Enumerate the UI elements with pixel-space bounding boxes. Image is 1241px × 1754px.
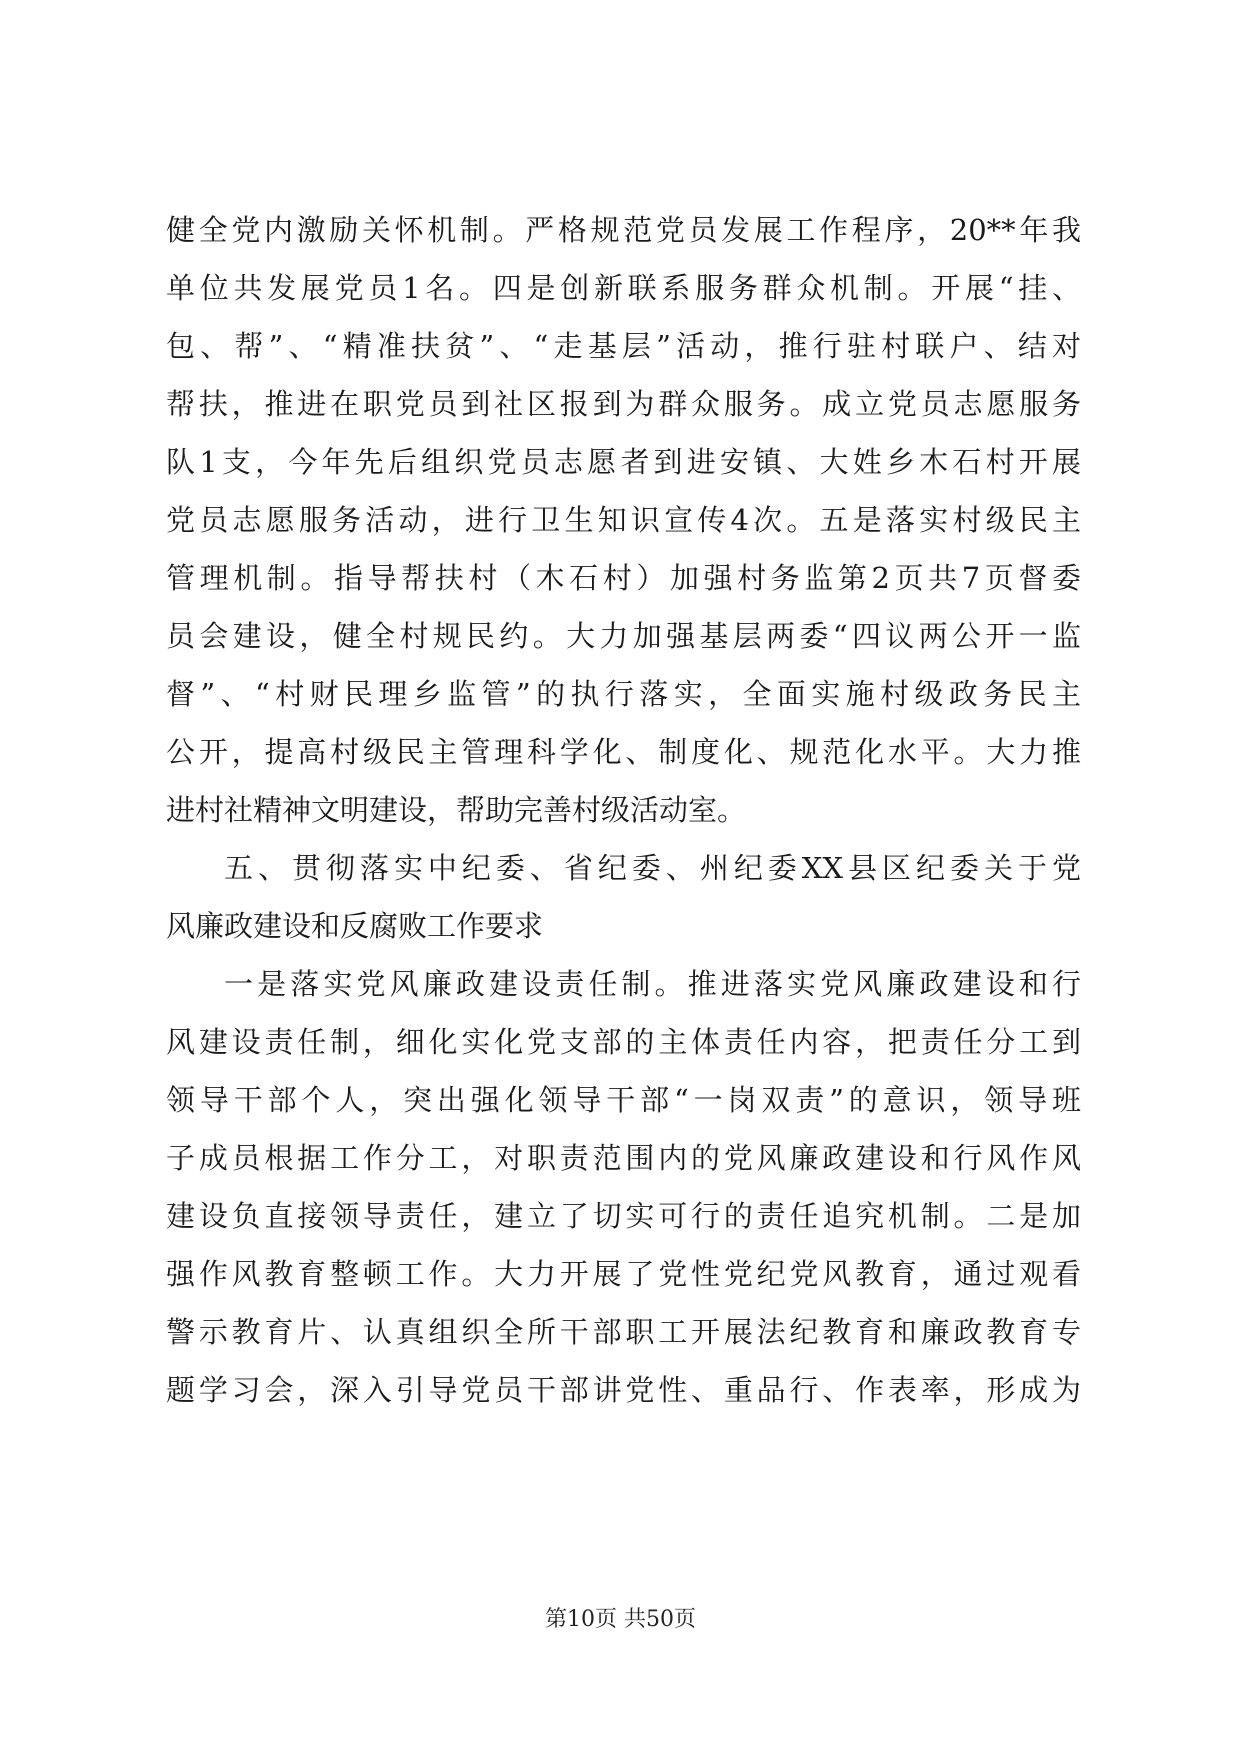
body-text-line: 管理机制。指导帮扶村（木石村）加强村务监第2页共7页督委 — [166, 561, 1081, 595]
body-text-line: 包、帮”、“精准扶贫”、“走基层”活动，推行驻村联户、结对 — [166, 329, 1081, 363]
body-text-line: 党员志愿服务活动，进行卫生知识宣传4次。五是落实村级民主 — [166, 503, 1081, 537]
body-text-line: 题学习会，深入引导党员干部讲党性、重品行、作表率，形成为 — [166, 1373, 1081, 1407]
body-text-line: 子成员根据工作分工，对职责范围内的党风廉政建设和行风作风 — [166, 1141, 1081, 1175]
section-heading-line: 风廉政建设和反腐败工作要求 — [166, 909, 544, 943]
body-text-line: 督”、“村财民理乡监管”的执行落实，全面实施村级政务民主 — [166, 677, 1081, 711]
body-text-line: 单位共发展党员1名。四是创新联系服务群众机制。开展“挂、 — [166, 271, 1081, 305]
body-text-line: 强作风教育整顿工作。大力开展了党性党纪党风教育，通过观看 — [166, 1257, 1081, 1291]
body-text-line: 帮扶，推进在职党员到社区报到为群众服务。成立党员志愿服务 — [166, 387, 1081, 421]
body-text-line: 警示教育片、认真组织全所干部职工开展法纪教育和廉政教育专 — [166, 1315, 1081, 1349]
page-number-footer: 第10页 共50页 — [545, 1607, 696, 1632]
body-text-line: 领导干部个人，突出强化领导干部“一岗双责”的意识，领导班 — [166, 1083, 1081, 1117]
body-text-line: 员会建设，健全村规民约。大力加强基层两委“四议两公开一监 — [166, 619, 1081, 653]
body-text-line: 进村社精神文明建设，帮助完善村级活动室。 — [166, 793, 747, 827]
body-text-line: 健全党内激励关怀机制。严格规范党员发展工作程序，20**年我 — [166, 213, 1081, 247]
section-heading-line: 五、贯彻落实中纪委、省纪委、州纪委XX县区纪委关于党 — [224, 851, 1081, 885]
body-text-line: 一是落实党风廉政建设责任制。推进落实党风廉政建设和行 — [224, 967, 1081, 1001]
body-text-line: 队1支，今年先后组织党员志愿者到进安镇、大姓乡木石村开展 — [166, 445, 1081, 479]
body-text-line: 公开，提高村级民主管理科学化、制度化、规范化水平。大力推 — [166, 735, 1081, 769]
body-text-line: 风建设责任制，细化实化党支部的主体责任内容，把责任分工到 — [166, 1025, 1081, 1059]
body-text-line: 建设负直接领导责任，建立了切实可行的责任追究机制。二是加 — [166, 1199, 1081, 1233]
